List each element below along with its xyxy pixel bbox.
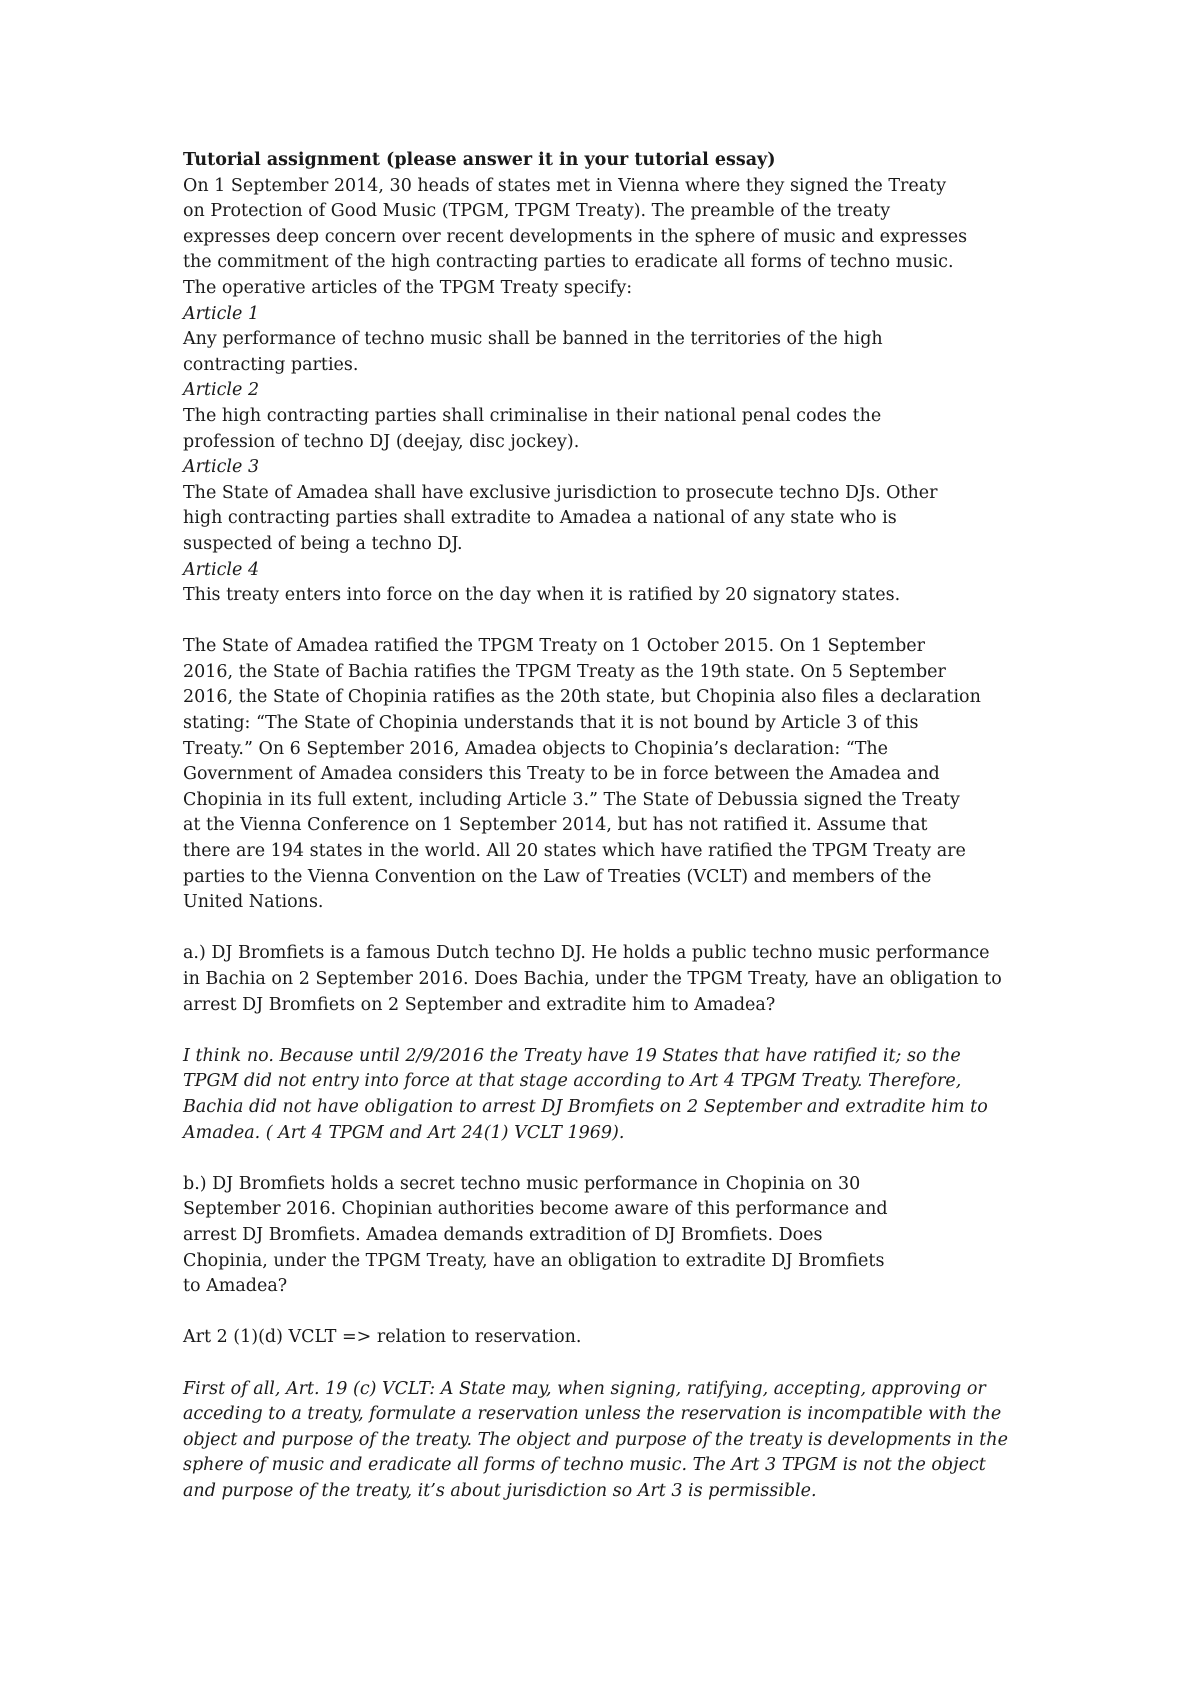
- paragraph-gap: [183, 1146, 1043, 1172]
- question-line: a.) DJ Bromfiets is a famous Dutch techno DJ. He holds a public techno music performance: [183, 943, 990, 964]
- question-line: September 2016. Chopinian authorities become aware of this performance and: [183, 1199, 888, 1220]
- article-1: [183, 302, 1043, 379]
- article-2: [183, 378, 1043, 455]
- assignment-title: Tutorial assignment (please answer it in your tutorial essay): [183, 150, 776, 170]
- answer-line: Bachia did not have obligation to arrest DJ Bromfiets on 2 September and extradite him to: [183, 1096, 988, 1117]
- article-line: Any performance of techno music shall be banned in the territories of the high: [183, 329, 883, 350]
- article-line: suspected of being a techno DJ.: [183, 533, 463, 554]
- paragraph-gap: [183, 1300, 1043, 1326]
- question-line: Chopinia, under the TPGM Treaty, have an obligation to extradite DJ Bromfiets: [183, 1250, 885, 1271]
- article-line: This treaty enters into force on the day when it is ratified by 20 signatory states.: [183, 585, 901, 606]
- article-line: profession of techno DJ (deejay, disc jockey).: [183, 431, 580, 452]
- answer-line: acceding to a treaty, formulate a reservation unless the reservation is incompatible with the: [183, 1404, 1002, 1425]
- intro-line: expresses deep concern over recent developments in the sphere of music and expresses: [183, 226, 968, 247]
- facts-line: 2016, the State of Bachia ratifies the TPGM Treaty as the 19th state. On 5 September: [183, 661, 946, 682]
- article-line: The high contracting parties shall criminalise in their national penal codes the: [183, 405, 882, 426]
- paragraph-gap: [183, 1018, 1043, 1044]
- intro-paragraph: [183, 174, 1043, 302]
- answer-line: First of all, Art. 19 (c) VCLT: A State may, when signing, ratifying, accepting, approving or: [183, 1378, 986, 1399]
- paragraph-gap: [183, 916, 1043, 942]
- question-a: [183, 941, 1043, 1018]
- article-heading: Article 4: [183, 559, 260, 580]
- intro-line: On 1 September 2014, 30 heads of states met in Vienna where they signed the Treaty: [183, 175, 947, 196]
- article-heading: Article 2: [183, 380, 260, 401]
- facts-line: United Nations.: [183, 892, 324, 913]
- question-line: to Amadea?: [183, 1276, 288, 1297]
- answer-line: object and purpose of the treaty. The object and purpose of the treaty is developments in the: [183, 1429, 1008, 1450]
- article-line: contracting parties.: [183, 354, 359, 375]
- paragraph-gap: [183, 609, 1043, 635]
- intro-line: on Protection of Good Music (TPGM, TPGM Treaty). The preamble of the treaty: [183, 201, 891, 222]
- intro-line: The operative articles of the TPGM Treaty specify:: [183, 277, 633, 298]
- facts-line: Treaty.” On 6 September 2016, Amadea objects to Chopinia’s declaration: “The: [183, 738, 889, 759]
- facts-line: The State of Amadea ratified the TPGM Treaty on 1 October 2015. On 1 September: [183, 636, 925, 657]
- facts-line: 2016, the State of Chopinia ratifies as the 20th state, but Chopinia also files a declaration: [183, 687, 981, 708]
- note-b: Art 2 (1)(d) VCLT => relation to reservation.: [183, 1327, 582, 1348]
- answer-line: and purpose of the treaty, it’s about jurisdiction so Art 3 is permissible.: [183, 1480, 817, 1501]
- document-body: [183, 148, 1043, 1504]
- answer-a: [183, 1044, 1043, 1146]
- intro-line: the commitment of the high contracting parties to eradicate all forms of techno music.: [183, 252, 954, 273]
- answer-line: sphere of music and eradicate all forms of techno music. The Art 3 TPGM is not the object: [183, 1455, 986, 1476]
- facts-paragraph: [183, 634, 1043, 916]
- article-3: [183, 455, 1043, 557]
- facts-line: there are 194 states in the world. All 20 states which have ratified the TPGM Treaty are: [183, 841, 966, 862]
- question-line: arrest DJ Bromfiets. Amadea demands extradition of DJ Bromfiets. Does: [183, 1224, 823, 1245]
- facts-line: stating: “The State of Chopinia understands that it is not bound by Article 3 of this: [183, 713, 919, 734]
- question-line: arrest DJ Bromfiets on 2 September and extradite him to Amadea?: [183, 994, 776, 1015]
- question-line: b.) DJ Bromfiets holds a secret techno music performance in Chopinia on 30: [183, 1173, 861, 1194]
- facts-line: at the Vienna Conference on 1 September 2014, but has not ratified it. Assume that: [183, 815, 928, 836]
- answer-line: Amadea. ( Art 4 TPGM and Art 24(1) VCLT 1969).: [183, 1122, 625, 1143]
- article-4: [183, 558, 1043, 609]
- question-line: in Bachia on 2 September 2016. Does Bachia, under the TPGM Treaty, have an obligation to: [183, 969, 1002, 989]
- article-heading: Article 3: [183, 457, 260, 478]
- answer-line: I think no. Because until 2/9/2016 the Treaty have 19 States that have ratified it; so the: [183, 1045, 961, 1066]
- facts-line: Government of Amadea considers this Treaty to be in force between the Amadea and: [183, 764, 940, 785]
- question-b: [183, 1172, 1043, 1300]
- article-line: high contracting parties shall extradite to Amadea a national of any state who is: [183, 508, 897, 529]
- answer-line: TPGM did not entry into force at that stage according to Art 4 TPGM Treaty. Therefore,: [183, 1071, 962, 1092]
- article-heading: Article 1: [183, 303, 260, 324]
- article-line: The State of Amadea shall have exclusive jurisdiction to prosecute techno DJs. Other: [183, 482, 938, 503]
- facts-line: parties to the Vienna Convention on the Law of Treaties (VCLT) and members of the: [183, 866, 932, 887]
- facts-line: Chopinia in its full extent, including Article 3.” The State of Debussia signed the Treaty: [183, 789, 960, 810]
- paragraph-gap: [183, 1351, 1043, 1377]
- answer-b: [183, 1377, 1043, 1505]
